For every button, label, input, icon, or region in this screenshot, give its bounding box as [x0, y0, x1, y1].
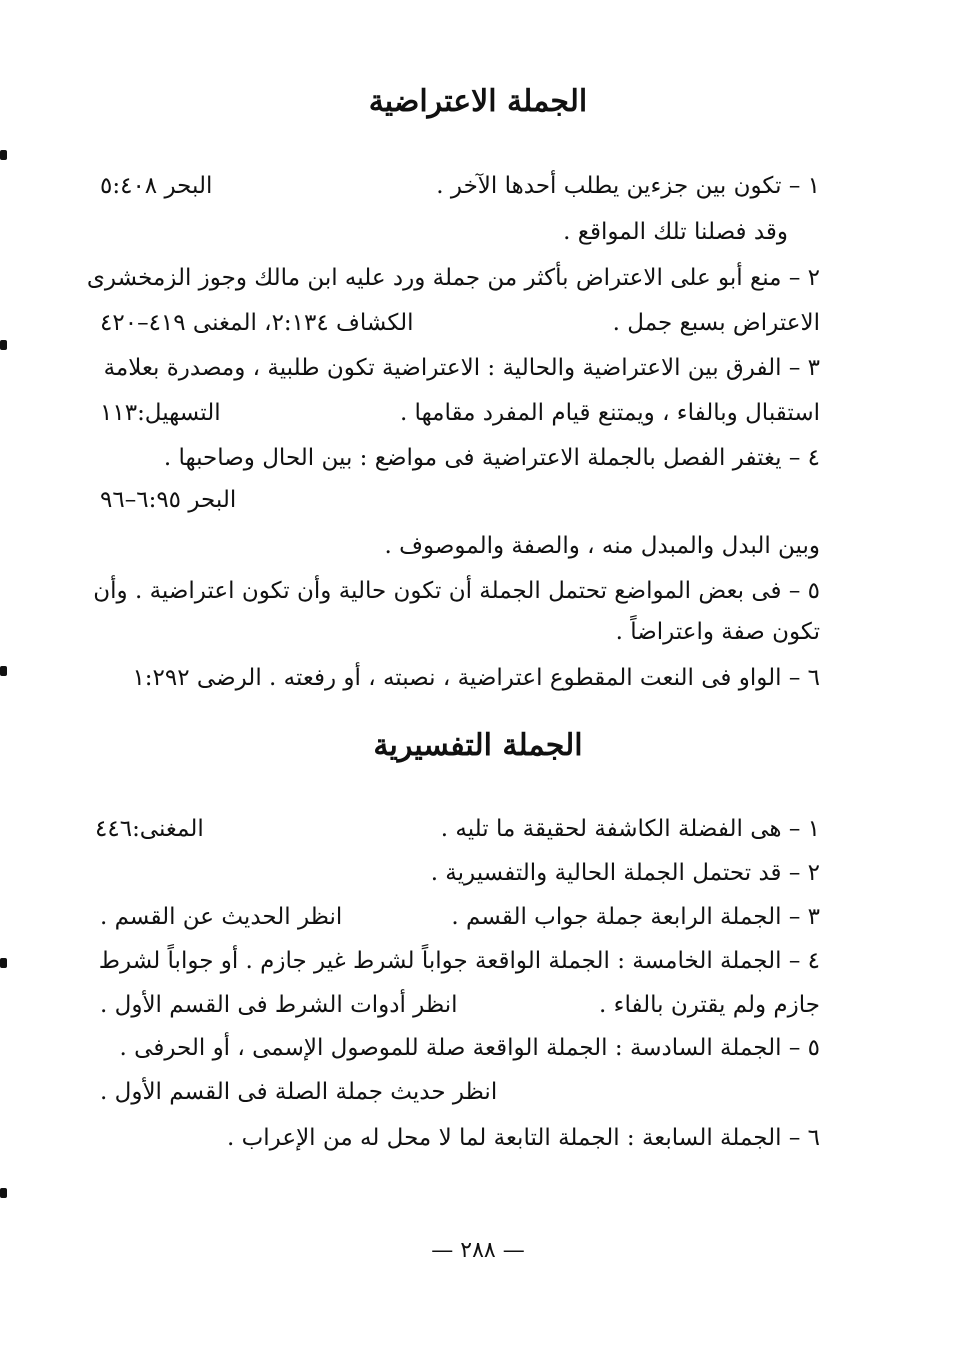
text-line — [95, 393, 820, 433]
line-ref: التسهيل:١١٣ — [100, 400, 221, 426]
line-text: تكون صفة واعتراضاً . — [615, 619, 820, 645]
line-text: الاعتراض بسبع جمل . — [612, 310, 820, 336]
section-title-parenthetical: الجملة الاعتراضية — [368, 84, 588, 119]
line-ref: البحر ٥:٤٠٨ — [100, 173, 213, 199]
line-text: استقبال وبالفاء ، ويمتنع قيام المفرد مقامها . — [399, 400, 820, 426]
section-title-explanatory: الجملة التفسيرية — [373, 728, 583, 763]
text-line — [95, 1072, 820, 1112]
line-ref: انظر حديث جملة الصلة فى القسم الأول . — [100, 1079, 498, 1105]
line-text: ٢ – منع أبو على الاعتراض بأكثر من جملة ورد عليه ابن مالك وجوز الزمخشرى — [86, 265, 820, 291]
binding-mark — [0, 958, 7, 968]
line-ref: المغنى:٤٤٦ — [95, 816, 204, 842]
text-line — [95, 612, 820, 652]
text-line — [95, 658, 820, 698]
binding-mark — [0, 340, 7, 350]
text-line — [95, 1028, 820, 1068]
text-line — [95, 438, 820, 478]
text-line — [86, 258, 820, 298]
text-line — [95, 212, 820, 252]
binding-mark — [0, 666, 7, 676]
text-line — [95, 526, 820, 566]
line-ref: البحر ٦:٩٥–٩٦ — [100, 487, 237, 513]
line-text: ٥ – الجملة السادسة : الجملة الواقعة صلة للموصول الإسمى ، أو الحرفى . — [119, 1035, 820, 1061]
text-line — [95, 166, 820, 206]
text-line — [95, 809, 820, 849]
line-text: ٥ – فى بعض المواضع تحتمل الجملة أن تكون حالية وأن تكون اعتراضية . وأن — [93, 578, 820, 604]
text-line — [95, 1118, 820, 1158]
line-text: ١ – هى الفضلة الكاشفة لحقيقة ما تليه . — [440, 816, 820, 842]
text-line — [95, 941, 820, 981]
page-number: — ٢٨٨ — — [431, 1238, 525, 1263]
line-ref: انظر أدوات الشرط فى القسم الأول . — [100, 992, 458, 1018]
line-text: وقد فصلنا تلك المواقع . — [563, 219, 788, 245]
binding-mark — [0, 150, 7, 160]
text-line — [95, 571, 820, 611]
line-text: ٣ – الفرق بين الاعتراضية والحالية : الاعتراضية تكون طلبية ، ومصدرة بعلامة — [103, 355, 820, 381]
line-ref: انظر الحديث عن القسم . — [100, 904, 343, 930]
line-text: ٣ – الجملة الرابعة جملة جواب القسم . — [451, 904, 820, 930]
text-line — [95, 897, 820, 937]
binding-mark — [0, 1188, 7, 1198]
text-line — [95, 348, 820, 388]
text-line — [95, 303, 820, 343]
line-text: ٢ – قد تحتمل الجملة الحالية والتفسيرية . — [430, 860, 820, 886]
line-text: ١ – تكون بين جزءين يطلب أحدها الآخر . — [436, 173, 820, 199]
line-text: وبين البدل والمبدل منه ، والصفة والموصوف . — [384, 533, 820, 559]
text-line — [95, 480, 820, 520]
line-text: ٤ – الجملة الخامسة : الجملة الواقعة جواباً لشرط غير جازم . أو جواباً لشرط — [98, 948, 820, 974]
line-text: ٦ – الواو فى النعت المقطوع اعتراضية ، نصبته ، أو رفعته . الرضى ١:٢٩٢ — [132, 665, 820, 691]
line-text: جازم ولم يقترن بالفاء . — [599, 992, 820, 1018]
line-ref: الكشاف ٢:١٣٤، المغنى ٤١٩–٤٢٠ — [100, 310, 414, 336]
line-text: ٦ – الجملة السابعة : الجملة التابعة لما لا محل له من الإعراب . — [226, 1125, 820, 1151]
text-line — [95, 985, 820, 1025]
text-line — [95, 853, 820, 893]
line-text: ٤ – يغتفر الفصل بالجملة الاعتراضية فى مواضع : بين الحال وصاحبها . — [163, 445, 820, 471]
